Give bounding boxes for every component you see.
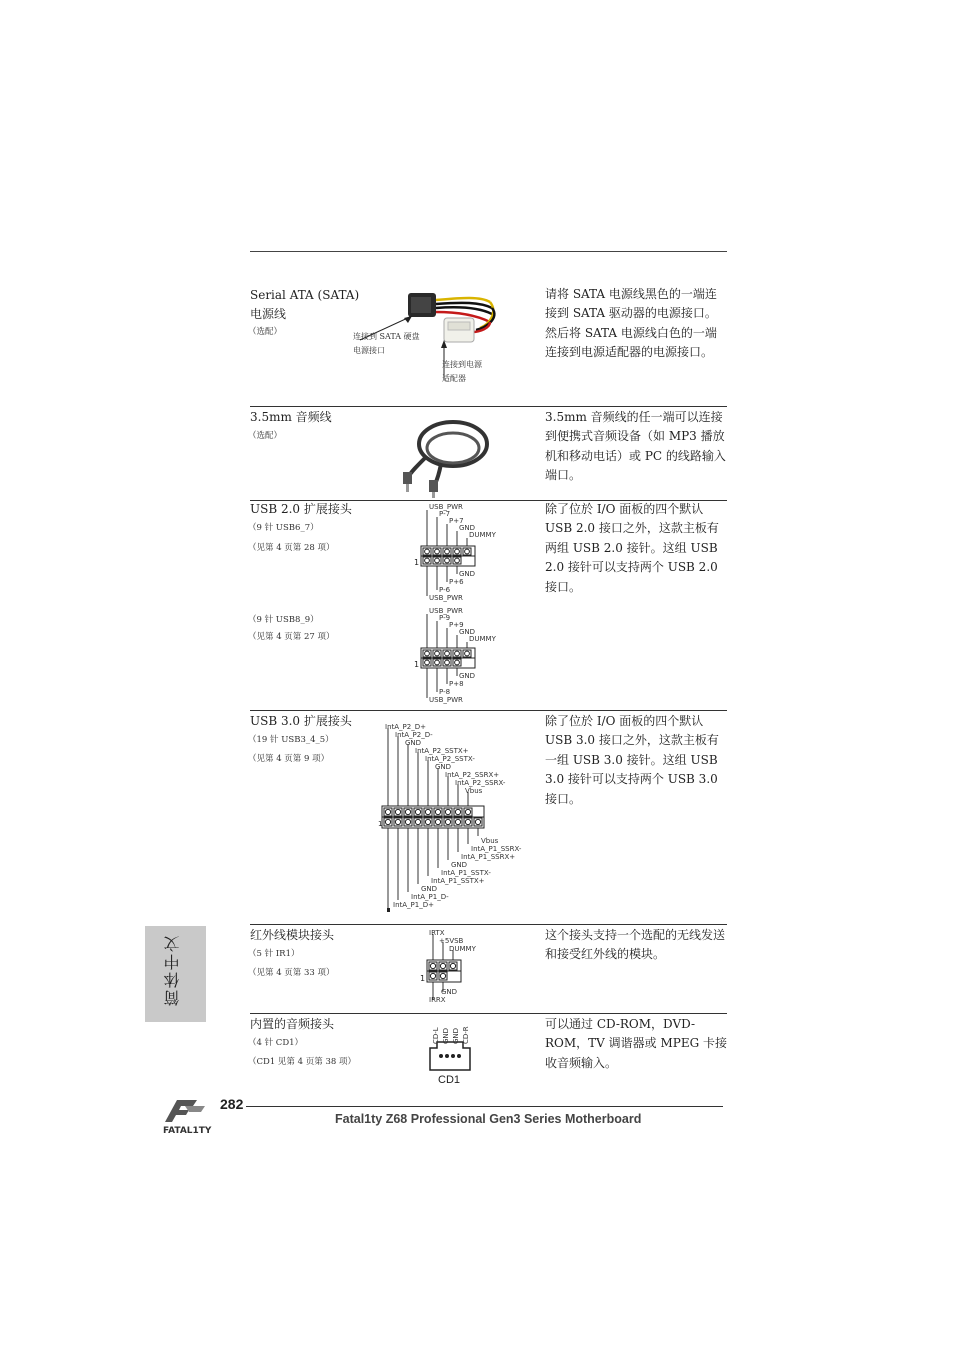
ir-title: 红外线模块接头 [250,928,335,942]
language-side-tab [145,926,206,1022]
pin-label: CD-L [432,1027,440,1044]
fatal1ty-logo-text: FATAL1TY [163,1126,212,1136]
pin-label: Vbus [465,787,483,795]
svg-text:1: 1 [378,820,383,828]
svg-text:1: 1 [420,974,426,983]
cd-title: 内置的音频接头 [250,1017,335,1031]
pin-label: DUMMY [469,531,496,539]
pin-label: GND [459,570,476,578]
svg-text:1: 1 [414,660,420,669]
sata-callout-2a: 连接到电源 [442,360,482,369]
page-number: 282 [220,1096,244,1112]
pin-label: IRRX [429,996,446,1004]
pin-label: GND [435,763,452,771]
pin-label: GND [442,1027,450,1044]
pin-label: P-6 [439,586,451,594]
ir-header: （5 针 IR1） [248,949,300,959]
usb3-description: 除了位於 I/O 面板的四个默认 USB 3.0 接口之外，这款主板有一组 USB 3.0 接针。这组 USB 3.0 接针可以支持两个 USB 3.0 接口。 [545,714,719,806]
pin-label: P+9 [449,621,464,629]
usb2-header-b: （9 针 USB8_9） [248,615,319,625]
top-rule [250,251,727,252]
footer-rule [246,1106,723,1107]
pin-label: P-9 [439,614,451,622]
pin-label: DUMMY [449,945,476,953]
pin-label: GND [421,885,438,893]
pin-label: P-8 [439,688,451,696]
fatal1ty-logo [163,1096,221,1136]
audio-cable-title: 3.5mm 音频线 [250,410,332,424]
pin-label: P-7 [439,510,451,518]
pin-label: IntA_P1_SSTX+ [431,877,485,885]
svg-text:1: 1 [414,558,420,567]
cd-description: 可以通过 CD-ROM，DVD-ROM，TV 调谐器或 MPEG 卡接收音频输入。 [545,1017,727,1070]
usb3-header-ref: （见第 4 页第 9 项） [248,754,330,764]
pin-label: P+8 [449,680,464,688]
cd-label: CD1 [438,1074,461,1086]
row-separator [250,710,727,711]
pin-label: IntA_P2_D- [395,731,433,739]
pin-label: IntA_P2_SSRX- [455,779,506,787]
audio-cable-description: 3.5mm 音频线的任一端可以连接到便携式音频设备（如 MP3 播放机和移动电话）或 PC 的线路输入端口。 [545,410,726,483]
usb3-title: USB 3.0 扩展接头 [250,714,352,728]
pin-label: +5VSB [439,937,464,945]
pin-label: IntA_P1_SSRX- [471,845,522,853]
pin-label: CD-R [462,1026,470,1044]
cd-header: （4 针 CD1） [248,1038,304,1048]
pin-label: IntA_P1_D- [411,893,449,901]
usb3-header: （19 针 USB3_4_5） [248,735,334,745]
usb2-header-b-ref: （见第 4 页第 27 项） [248,632,335,642]
pin-label: USB_PWR [429,696,463,704]
pin-label: GND [405,739,422,747]
usb2-header-a: （9 针 USB6_7） [248,523,319,533]
usb2-pinout-b [414,606,514,706]
row-separator [250,924,727,925]
pin-label: GND [451,861,468,869]
cd-header-ref: （CD1 见第 4 页第 38 项） [248,1057,356,1067]
sata-description: 请将 SATA 电源线黑色的一端连接到 SATA 驱动器的电源接口。然后将 SATA 电源线白色的一端连接到电源适配器的电源接口。 [545,287,717,360]
usb2-pinout-a [414,502,514,604]
pin-label: USB_PWR [429,607,463,615]
language-side-tab-label: 简体中文 [163,934,182,1006]
usb2-header-a-ref: （见第 4 页第 28 项） [248,543,335,553]
ir-header-ref: （见第 4 页第 33 项） [248,968,335,978]
pin-label: GND [459,628,476,636]
pin-label: USB_PWR [429,594,463,602]
pin-label: P+6 [449,578,464,586]
pin-label: IntA_P1_SSRX+ [461,853,516,861]
sata-optional: （选配） [248,327,283,337]
pin-label: Vbus [481,837,499,845]
pin-label: GND [452,1027,460,1044]
pin-label: GND [441,988,458,996]
pin-label: IntA_P2_SSTX- [425,755,475,763]
sata-callout-1b: 电源接口 [353,346,385,355]
row-separator [250,406,727,407]
sata-callout-1a: 连接到 SATA 硬盘 [353,332,420,341]
usb2-description: 除了位於 I/O 面板的四个默认 USB 2.0 接口之外，这款主板有两组 USB 2.0 接针。这组 USB 2.0 接针可以支持两个 USB 2.0 接口。 [545,502,719,594]
footer-title: Fatal1ty Z68 Professional Gen3 Series Motherboard [335,1112,642,1126]
pin-label: GND [459,672,476,680]
usb2-title: USB 2.0 扩展接头 [250,502,352,516]
pin-label: IntA_P2_SSRX+ [445,771,500,779]
pin-label: GND [459,524,476,532]
audio-cable-optional: （选配） [248,431,283,441]
pin-label: IntA_P2_D+ [385,723,426,731]
pin-label: USB_PWR [429,503,463,511]
pin-label: IntA_P1_SSTX- [441,869,491,877]
pin-label: IntA_P1_D+ [393,901,434,909]
sata-title-2: 电源线 [250,307,287,321]
sata-callout-2b: 适配器 [442,374,466,383]
pin-label: IRTX [429,929,445,937]
sata-title: Serial ATA (SATA) [250,288,360,302]
audio-cable-illustration [395,412,495,498]
row-separator [250,1013,727,1014]
pin-label: IntA_P2_SSTX+ [415,747,469,755]
ir-description: 这个接头支持一个选配的无线发送和接受红外线的模块。 [545,928,726,962]
pin-label: DUMMY [469,635,496,643]
pin-label: P+7 [449,517,464,525]
